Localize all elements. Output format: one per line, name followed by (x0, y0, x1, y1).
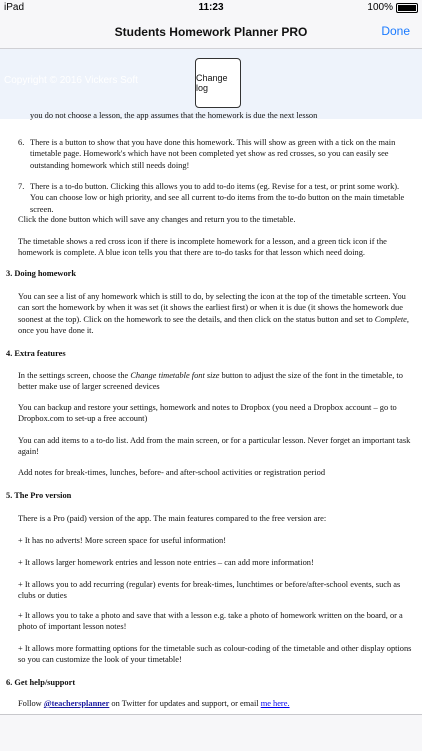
paragraph: Follow @teachersplanner on Twitter for updates and support, or email me here. (18, 699, 290, 708)
paragraph: + It allows more formatting options for the timetable such as colour-coding of the timetable and other display options so you can customize the look of your timetable! (18, 644, 412, 665)
twitter-handle-link[interactable]: @teachersplanner (43, 699, 110, 708)
cut-off-line: you do not choose a lesson, the app assumes that the homework is due the next lesson (30, 111, 318, 120)
list-item (18, 137, 414, 171)
section-heading: 3. Doing homework (6, 269, 77, 278)
email-link[interactable]: me here. (260, 699, 290, 708)
list-item (18, 181, 414, 215)
section-heading: 5. The Pro version (6, 491, 72, 500)
paragraph: + It allows you to take a photo and save that with a lesson e.g. take a photo of homework written on the board, or a photo of important lesson notes! (18, 611, 403, 632)
change-log-button[interactable]: Change log (195, 58, 241, 108)
done-button[interactable]: Done (381, 24, 410, 38)
copyright-text: Copyright © 2016 Vickers Soft (4, 75, 138, 86)
item-number: 7. (18, 182, 25, 191)
item-number: 6. (18, 138, 25, 147)
paragraph: The timetable shows a red cross icon if there is incomplete homework for a lesson, and a green tick icon if the homework is complete. A blue icon tells you that there are to-do tasks for that lesson which need doing. (18, 237, 387, 258)
paragraph: Add notes for break-times, lunches, before- and after-school activities or registration period (18, 468, 326, 477)
paragraph: There is a Pro (paid) version of the app. The main features compared to the free version are: (18, 514, 327, 523)
help-content[interactable] (0, 105, 422, 713)
page-title: Students Homework Planner PRO (114, 25, 308, 39)
battery-icon (396, 3, 418, 13)
item-text: There is a to-do button. Clicking this allows you to add to-do items (eg. Revise for a test, or print some work). You can choose low or high priority, and see all current to-do items from the to-do button on the main timetable screen. (30, 182, 405, 214)
item-text: There is a button to show that you have done this homework. This will show as green with a tick on the main timetable page. Homework's which have not been completed yet show as red crosses, so you can easily see outstanding homework which still needs doing! (30, 138, 396, 170)
paragraph: + It allows you to add recurring (regular) events for break-times, lunchtimes or before/after-school events, such as clubs or duties (18, 580, 401, 601)
paragraph: + It allows larger homework entries and lesson note entries – can add more information! (18, 558, 314, 567)
section-heading: 6. Get help/support (6, 678, 76, 687)
carrier-label: iPad (4, 2, 25, 13)
paragraph: You can backup and restore your settings, homework and notes to Dropbox (you need a Dropbox account – go to Dropbox.com to set-up a free account) (18, 403, 397, 424)
navigation-bar (0, 16, 422, 49)
battery-percent: 100% (367, 2, 393, 13)
paragraph: + It has no adverts! More screen space for useful information! (18, 536, 226, 545)
paragraph: You can add items to a to-do list. Add from the main screen, or for a particular lesson. Never forget an important task again! (18, 436, 411, 457)
paragraph: In the settings screen, choose the Change timetable font size button to adjust the size of the font in the timetable, to better make use of larger screened devices (18, 371, 403, 392)
paragraph: You can see a list of any homework which is still to do, by selecting the icon at the top of the timetable scrteen. You can sort the homework by when it was set (it shows the earliest first) or when it is due (it shows the homework due soonest at the top). Click on the homework to see the details, and then click on the status button and set to Complete, once you have done it. (18, 292, 409, 335)
paragraph: Click the done button which will save any changes and return you to the timetable. (18, 215, 296, 224)
status-bar (0, 0, 422, 16)
clock: 11:23 (198, 2, 224, 13)
bottom-bar (0, 714, 422, 751)
section-heading: 4. Extra features (6, 349, 66, 358)
battery-indicator (367, 2, 418, 13)
